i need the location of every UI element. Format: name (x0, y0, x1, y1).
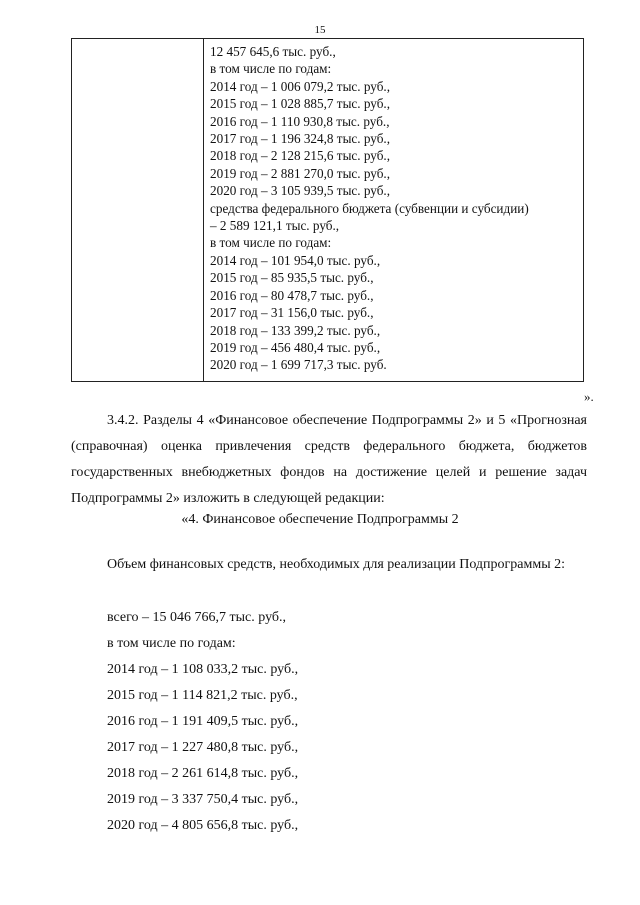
amount-line: 2017 год – 1 227 480,8 тыс. руб., (107, 740, 299, 755)
amount-line: 2015 год – 1 114 821,2 тыс. руб., (107, 688, 298, 703)
amount-line: 2016 год – 1 191 409,5 тыс. руб., (107, 714, 299, 729)
amount-line: 2018 год – 2 261 614,8 тыс. руб., (107, 766, 299, 781)
table-line: – 2 589 121,1 тыс. руб., (210, 218, 340, 234)
section-heading: «4. Финансовое обеспечение Подпрограммы 2 (181, 512, 459, 527)
table-line: 2020 год – 1 699 717,3 тыс. руб. (210, 357, 387, 373)
amount-line: 2014 год – 1 108 033,2 тыс. руб., (107, 662, 299, 677)
table-line: 2015 год – 1 028 885,7 тыс. руб., (210, 96, 391, 112)
table-line: 2017 год – 1 196 324,8 тыс. руб., (210, 131, 391, 147)
amount-line: 2019 год – 3 337 750,4 тыс. руб., (107, 792, 299, 807)
table-line: 2016 год – 80 478,7 тыс. руб., (210, 287, 374, 303)
table-left-cell (72, 39, 204, 381)
paragraph-amendment (71, 408, 587, 512)
table-line: 2015 год – 85 935,5 тыс. руб., (210, 270, 374, 286)
table-line: 2020 год – 3 105 939,5 тыс. руб., (210, 183, 391, 199)
table-line: 2014 год – 101 954,0 тыс. руб., (210, 252, 381, 268)
table-line: 2014 год – 1 006 079,2 тыс. руб., (210, 78, 391, 94)
table-line: 2018 год – 133 399,2 тыс. руб., (210, 322, 381, 338)
table-line: средства федерального бюджета (субвенции и субсидии) (210, 200, 529, 216)
paragraph-volume (71, 552, 587, 578)
amount-line: 2020 год – 4 805 656,8 тыс. руб., (107, 818, 299, 833)
table-line: в том числе по годам: (210, 235, 332, 251)
funding-table (71, 38, 584, 382)
table-line: 2018 год – 2 128 215,6 тыс. руб., (210, 148, 391, 164)
table-right-cell (204, 39, 583, 381)
table-line: 2016 год – 1 110 930,8 тыс. руб., (210, 113, 390, 129)
table-line: 12 457 645,6 тыс. руб., (210, 44, 336, 59)
closing-quote: ». (584, 389, 594, 404)
table-line: в том числе по годам: (210, 61, 332, 77)
table-line: 2019 год – 2 881 270,0 тыс. руб., (210, 165, 391, 181)
table-line: 2019 год – 456 480,4 тыс. руб., (210, 339, 381, 355)
amount-line: всего – 15 046 766,7 тыс. руб., (107, 610, 287, 625)
paragraph-volume-text: Объем финансовых средств, необходимых для реализации Подпрограммы 2: (107, 557, 566, 572)
page-number: 15 (314, 24, 326, 36)
amounts-list (107, 605, 298, 839)
paragraph-amendment-text: 3.4.2. Разделы 4 «Финансовое обеспечение Подпрограммы 2» и 5 «Прогнозная (справочная) оценка привлечения средств федерального бюджета, бюджетов государственных внебюджетных фондов на достижение целей и решение задач Подпрограммы 2» изложить в следующей редакции: (71, 413, 587, 506)
table-line: 2017 год – 31 156,0 тыс. руб., (210, 305, 374, 321)
amount-line: в том числе по годам: (107, 636, 236, 651)
